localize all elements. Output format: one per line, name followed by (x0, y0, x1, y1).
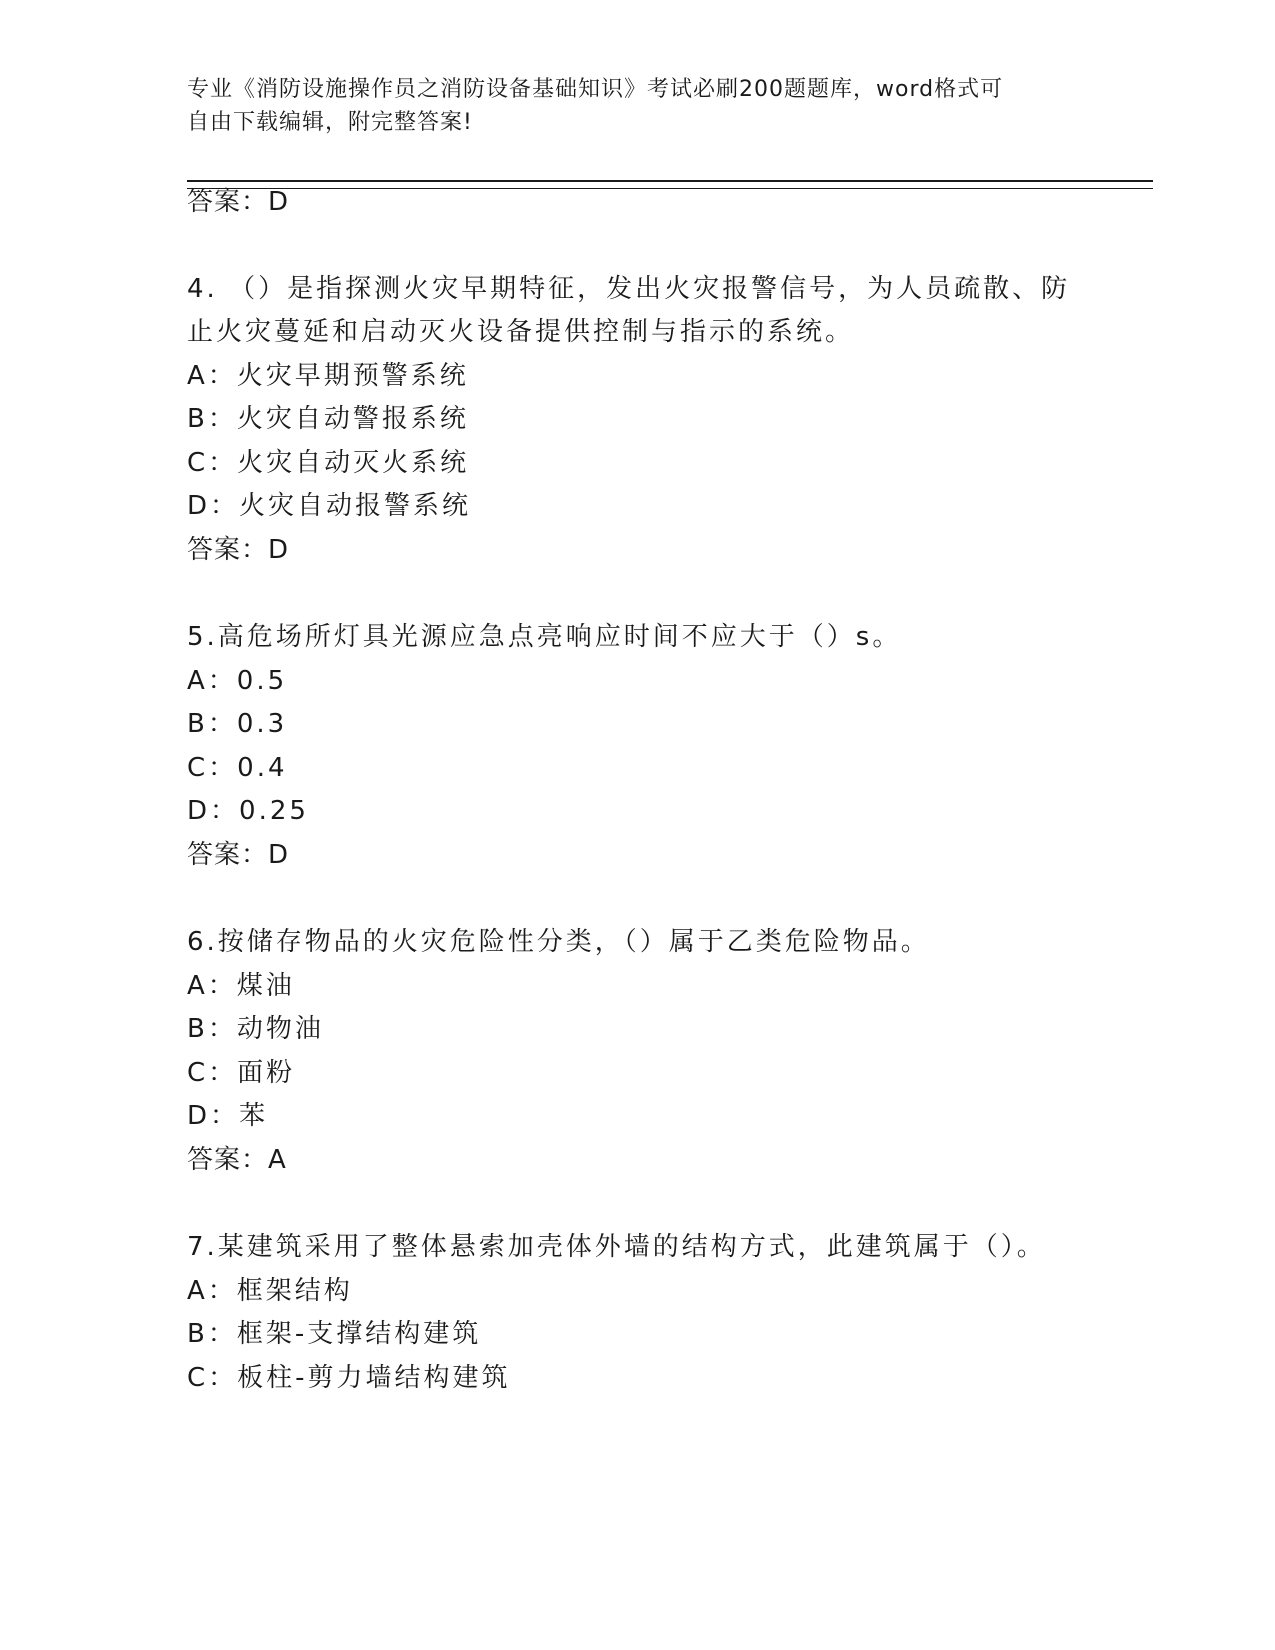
header-text-line-2: 自由下载编辑，附完整答案! (187, 110, 473, 135)
question-4-text-line-1: 4. （）是指探测火灾早期特征，发出火灾报警信号，为人员疏散、防 (187, 274, 1071, 304)
question-7-option-b: B：框架-支撑结构建筑 (187, 1319, 482, 1349)
question-7-option-a: A：框架结构 (187, 1276, 353, 1306)
question-5-option-a: A：0.5 (187, 666, 288, 696)
question-6-option-d: D：苯 (187, 1101, 269, 1131)
header-divider (187, 180, 1153, 189)
question-5-text: 5.高危场所灯具光源应急点亮响应时间不应大于（）s。 (187, 622, 902, 652)
page-header (187, 73, 1067, 139)
question-4-option-b: B：火灾自动警报系统 (187, 404, 469, 434)
question-4-option-a: A：火灾早期预警系统 (187, 361, 469, 391)
header-text-line-1: 专业《消防设施操作员之消防设备基础知识》考试必刷200题题库，word格式可 (187, 77, 1004, 102)
answer-previous: 答案：D (187, 187, 290, 217)
question-7-text: 7.某建筑采用了整体悬索加壳体外墙的结构方式，此建筑属于（）。 (187, 1232, 1046, 1262)
question-5-option-d: D：0.25 (187, 796, 309, 826)
question-7-option-c: C：板柱-剪力墙结构建筑 (187, 1363, 511, 1393)
question-6-option-a: A：煤油 (187, 971, 295, 1001)
question-5-option-b: B：0.3 (187, 709, 288, 739)
question-4-option-d: D：火灾自动报警系统 (187, 491, 472, 521)
question-4-answer: 答案：D (187, 535, 290, 565)
question-6-text: 6.按储存物品的火灾危险性分类，（）属于乙类危险物品。 (187, 927, 930, 957)
question-6-answer: 答案：A (187, 1145, 287, 1175)
question-4-option-c: C：火灾自动灭火系统 (187, 448, 470, 478)
question-6-option-c: C：面粉 (187, 1058, 296, 1088)
question-5-answer: 答案：D (187, 840, 290, 870)
question-6-option-b: B：动物油 (187, 1014, 324, 1044)
question-4-text-line-2: 止火灾蔓延和启动灭火设备提供控制与指示的系统。 (187, 317, 855, 347)
question-5-option-c: C：0.4 (187, 753, 288, 783)
